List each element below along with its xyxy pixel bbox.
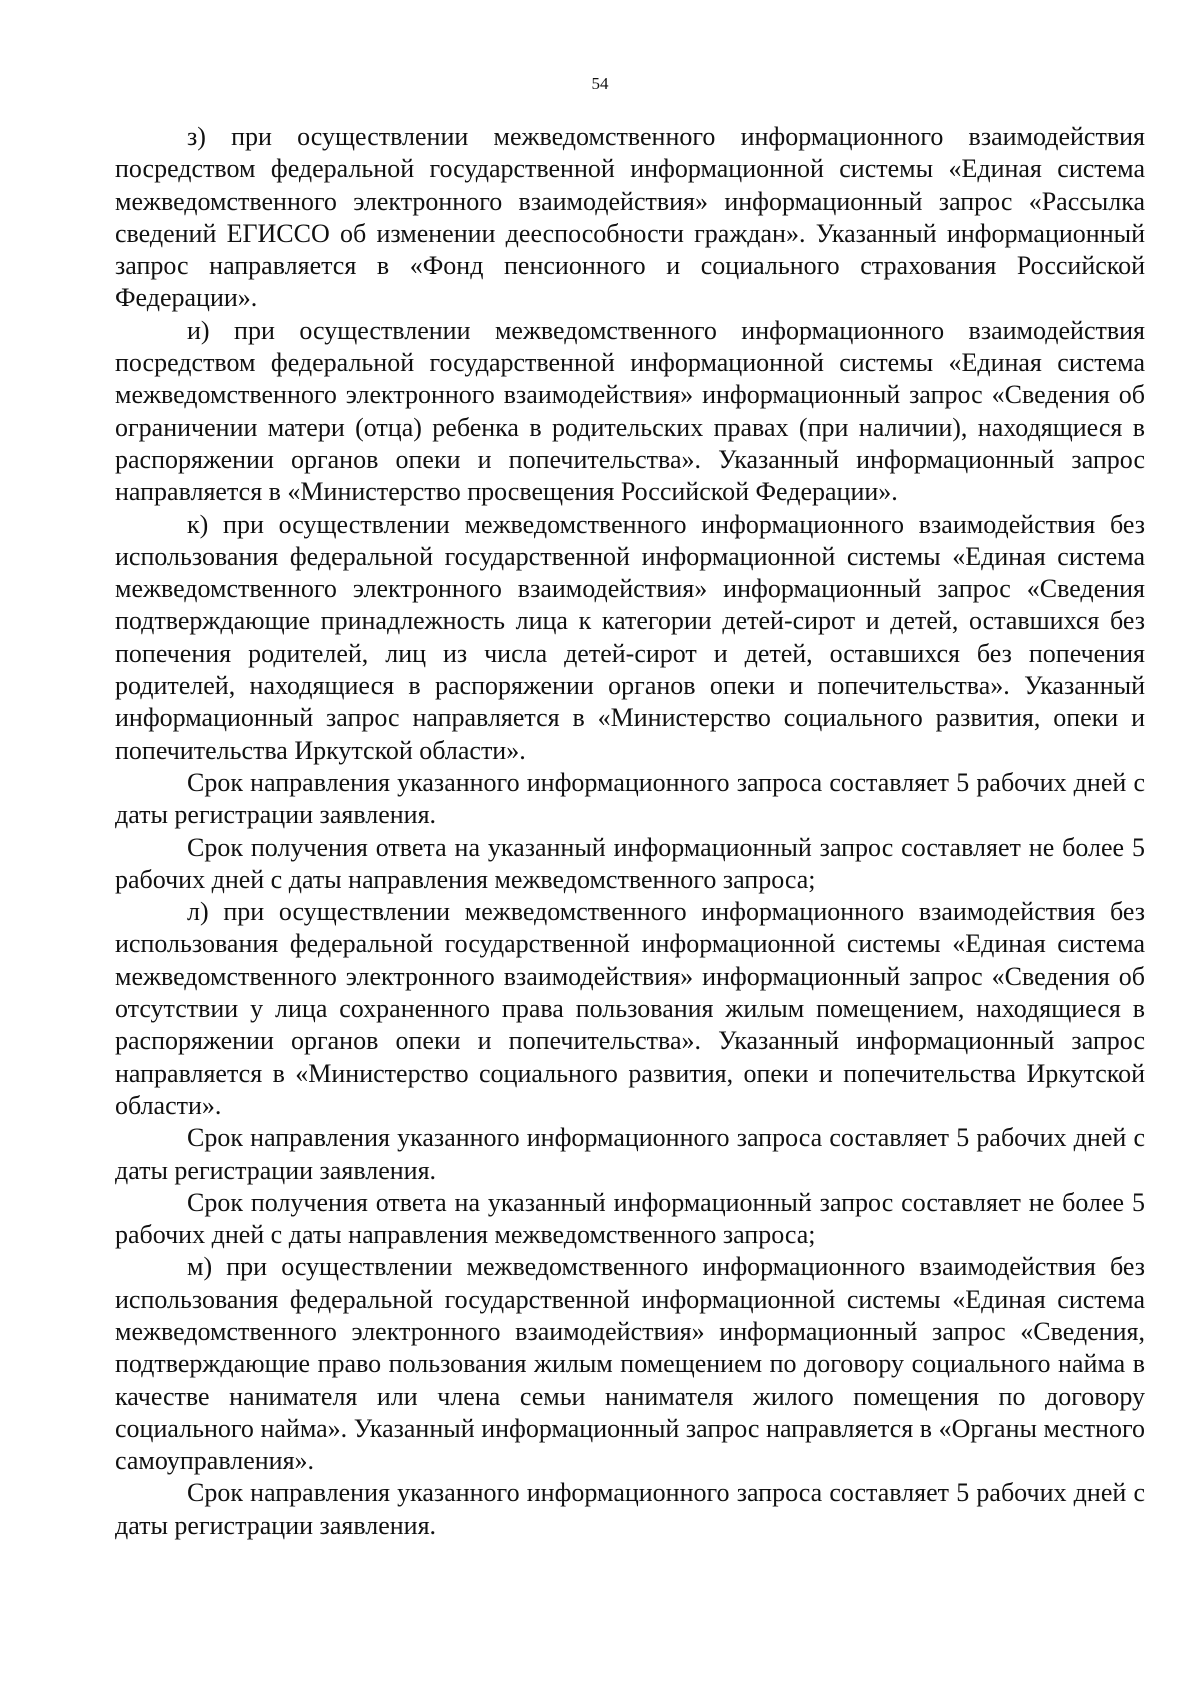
paragraph-request-deadline: Срок направления указанного информационного запроса составляет 5 рабочих дней с даты регистрации заявления. bbox=[115, 1123, 1145, 1185]
paragraph-response-deadline: Срок получения ответа на указанный информационный запрос составляет не более 5 рабочих дней с даты направления межведомственного запроса; bbox=[115, 832, 1145, 894]
paragraph-z: з) при осуществлении межведомственного информационного взаимодействия посредством федеральной государственной информационной системы «Единая система межведомственного электронного взаимодействия» информационный запрос «Рассылка сведений ЕГИССО об изменении дееспособности граждан». Указанный информационный запрос направляется в «Фонд пенсионного и социального страхования Российской Федерации». bbox=[115, 122, 1145, 313]
paragraph-request-deadline: Срок направления указанного информационного запроса составляет 5 рабочих дней с даты регистрации заявления. bbox=[115, 1478, 1145, 1540]
paragraph-m: м) при осуществлении межведомственного информационного взаимодействия без использования федеральной государственной информационной системы «Единая система межведомственного электронного взаимодействия» информационный запрос «Сведения, подтверждающие право пользования жилым помещением по договору социального найма в качестве нанимателя или члена семьи нанимателя жилого помещения по договору социального найма». Указанный информационный запрос направляется в «Органы местного самоуправления». bbox=[115, 1252, 1145, 1476]
page-number: 54 bbox=[591, 74, 609, 93]
paragraph-l: л) при осуществлении межведомственного информационного взаимодействия без использования федеральной государственной информационной системы «Единая система межведомственного электронного взаимодействия» информационный запрос «Сведения об отсутствии у лица сохраненного права пользования жилым помещением, находящиеся в распоряжении органов опеки и попечительства». Указанный информационный запрос направляется в «Министерство социального развития, опеки и попечительства Иркутской области». bbox=[115, 897, 1145, 1120]
paragraph-request-deadline: Срок направления указанного информационного запроса составляет 5 рабочих дней с даты регистрации заявления. bbox=[115, 767, 1145, 830]
document-body bbox=[115, 121, 1145, 1542]
paragraph-i: и) при осуществлении межведомственного информационного взаимодействия посредством федеральной государственной информационной системы «Единая система межведомственного электронного взаимодействия» информационный запрос «Сведения об ограничении матери (отца) ребенка в родительских правах (при наличии), находящиеся в распоряжении органов опеки и попечительства». Указанный информационный запрос направляется в «Министерство просвещения Российской Федерации». bbox=[115, 315, 1145, 507]
paragraph-response-deadline: Срок получения ответа на указанный информационный запрос составляет не более 5 рабочих дней с даты направления межведомственного запроса; bbox=[115, 1187, 1145, 1250]
paragraph-k: к) при осуществлении межведомственного информационного взаимодействия без использования федеральной государственной информационной системы «Единая система межведомственного электронного взаимодействия» информационный запрос «Сведения подтверждающие принадлежность лица к категории детей-сирот и детей, оставшихся без попечения родителей, лиц из числа детей-сирот и детей, оставшихся без попечения родителей, находящиеся в распоряжении органов опеки и попечительства». Указанный информационный запрос направляется в «Министерство социального развития, опеки и попечительства Иркутской области». bbox=[115, 509, 1145, 765]
